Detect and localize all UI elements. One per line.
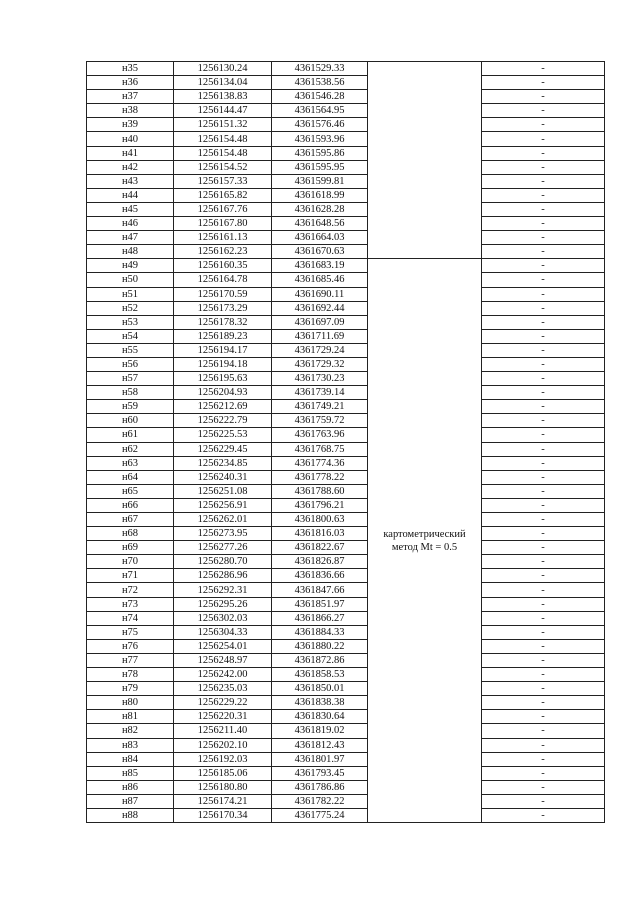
point-id-cell: н39	[87, 118, 174, 132]
coordinates-table-body	[87, 62, 605, 823]
x-coordinate-cell: 1256173.29	[174, 301, 272, 315]
note-cell: -	[482, 738, 605, 752]
point-id-cell: н49	[87, 259, 174, 273]
y-coordinate-cell: 4361739.14	[272, 386, 368, 400]
x-coordinate-cell: 1256134.04	[174, 76, 272, 90]
note-cell: -	[482, 329, 605, 343]
note-cell: -	[482, 513, 605, 527]
table-row	[87, 752, 605, 766]
y-coordinate-cell: 4361822.67	[272, 541, 368, 555]
table-row	[87, 245, 605, 259]
y-coordinate-cell: 4361786.86	[272, 780, 368, 794]
table-row	[87, 527, 605, 541]
point-id-cell: н44	[87, 188, 174, 202]
x-coordinate-cell: 1256234.85	[174, 456, 272, 470]
y-coordinate-cell: 4361685.46	[272, 273, 368, 287]
point-id-cell: н60	[87, 414, 174, 428]
y-coordinate-cell: 4361692.44	[272, 301, 368, 315]
point-id-cell: н83	[87, 738, 174, 752]
table-row	[87, 738, 605, 752]
table-row	[87, 639, 605, 653]
x-coordinate-cell: 1256225.53	[174, 428, 272, 442]
table-row	[87, 315, 605, 329]
point-id-cell: н63	[87, 456, 174, 470]
x-coordinate-cell: 1256254.01	[174, 639, 272, 653]
table-row	[87, 76, 605, 90]
table-row	[87, 428, 605, 442]
y-coordinate-cell: 4361872.86	[272, 653, 368, 667]
point-id-cell: н51	[87, 287, 174, 301]
note-cell: -	[482, 766, 605, 780]
x-coordinate-cell: 1256277.26	[174, 541, 272, 555]
x-coordinate-cell: 1256262.01	[174, 513, 272, 527]
x-coordinate-cell: 1256229.22	[174, 696, 272, 710]
point-id-cell: н67	[87, 513, 174, 527]
x-coordinate-cell: 1256302.03	[174, 611, 272, 625]
note-cell: -	[482, 527, 605, 541]
y-coordinate-cell: 4361729.24	[272, 343, 368, 357]
y-coordinate-cell: 4361546.28	[272, 90, 368, 104]
y-coordinate-cell: 4361711.69	[272, 329, 368, 343]
point-id-cell: н84	[87, 752, 174, 766]
method-text-line-1: картометрический	[383, 528, 466, 540]
x-coordinate-cell: 1256151.32	[174, 118, 272, 132]
point-id-cell: н77	[87, 653, 174, 667]
y-coordinate-cell: 4361851.97	[272, 597, 368, 611]
point-id-cell: н68	[87, 527, 174, 541]
table-row	[87, 372, 605, 386]
note-cell: -	[482, 400, 605, 414]
point-id-cell: н53	[87, 315, 174, 329]
y-coordinate-cell: 4361800.63	[272, 513, 368, 527]
x-coordinate-cell: 1256167.80	[174, 217, 272, 231]
table-row	[87, 470, 605, 484]
note-cell: -	[482, 555, 605, 569]
x-coordinate-cell: 1256185.06	[174, 766, 272, 780]
x-coordinate-cell: 1256211.40	[174, 724, 272, 738]
table-row	[87, 808, 605, 822]
note-cell: -	[482, 118, 605, 132]
table-row	[87, 569, 605, 583]
table-row	[87, 202, 605, 216]
table-row	[87, 456, 605, 470]
point-id-cell: н43	[87, 174, 174, 188]
y-coordinate-cell: 4361836.66	[272, 569, 368, 583]
note-cell: -	[482, 682, 605, 696]
x-coordinate-cell: 1256165.82	[174, 188, 272, 202]
x-coordinate-cell: 1256189.23	[174, 329, 272, 343]
method-cell-group-1	[368, 62, 482, 259]
y-coordinate-cell: 4361858.53	[272, 668, 368, 682]
x-coordinate-cell: 1256167.76	[174, 202, 272, 216]
x-coordinate-cell: 1256170.59	[174, 287, 272, 301]
x-coordinate-cell: 1256242.00	[174, 668, 272, 682]
y-coordinate-cell: 4361830.64	[272, 710, 368, 724]
note-cell: -	[482, 90, 605, 104]
method-cell-group-2	[368, 259, 482, 823]
y-coordinate-cell: 4361730.23	[272, 372, 368, 386]
y-coordinate-cell: 4361697.09	[272, 315, 368, 329]
table-row	[87, 597, 605, 611]
x-coordinate-cell: 1256144.47	[174, 104, 272, 118]
point-id-cell: н41	[87, 146, 174, 160]
x-coordinate-cell: 1256154.48	[174, 132, 272, 146]
table-row	[87, 484, 605, 498]
x-coordinate-cell: 1256220.31	[174, 710, 272, 724]
table-row	[87, 611, 605, 625]
note-cell: -	[482, 625, 605, 639]
note-cell: -	[482, 315, 605, 329]
note-cell: -	[482, 372, 605, 386]
x-coordinate-cell: 1256235.03	[174, 682, 272, 696]
point-id-cell: н37	[87, 90, 174, 104]
note-cell: -	[482, 386, 605, 400]
y-coordinate-cell: 4361529.33	[272, 62, 368, 76]
y-coordinate-cell: 4361759.72	[272, 414, 368, 428]
point-id-cell: н66	[87, 498, 174, 512]
y-coordinate-cell: 4361595.95	[272, 160, 368, 174]
point-id-cell: н82	[87, 724, 174, 738]
point-id-cell: н85	[87, 766, 174, 780]
table-row	[87, 555, 605, 569]
point-id-cell: н79	[87, 682, 174, 696]
x-coordinate-cell: 1256286.96	[174, 569, 272, 583]
note-cell: -	[482, 808, 605, 822]
table-row	[87, 414, 605, 428]
point-id-cell: н69	[87, 541, 174, 555]
note-cell: -	[482, 357, 605, 371]
table-row	[87, 513, 605, 527]
x-coordinate-cell: 1256295.26	[174, 597, 272, 611]
y-coordinate-cell: 4361847.66	[272, 583, 368, 597]
x-coordinate-cell: 1256162.23	[174, 245, 272, 259]
table-row	[87, 710, 605, 724]
point-id-cell: н46	[87, 217, 174, 231]
y-coordinate-cell: 4361866.27	[272, 611, 368, 625]
table-row	[87, 174, 605, 188]
y-coordinate-cell: 4361576.46	[272, 118, 368, 132]
note-cell: -	[482, 583, 605, 597]
y-coordinate-cell: 4361648.56	[272, 217, 368, 231]
point-id-cell: н48	[87, 245, 174, 259]
x-coordinate-cell: 1256170.34	[174, 808, 272, 822]
table-row	[87, 625, 605, 639]
x-coordinate-cell: 1256157.33	[174, 174, 272, 188]
table-row	[87, 90, 605, 104]
point-id-cell: н74	[87, 611, 174, 625]
point-id-cell: н36	[87, 76, 174, 90]
note-cell: -	[482, 132, 605, 146]
point-id-cell: н57	[87, 372, 174, 386]
note-cell: -	[482, 794, 605, 808]
x-coordinate-cell: 1256194.17	[174, 343, 272, 357]
y-coordinate-cell: 4361819.02	[272, 724, 368, 738]
table-row	[87, 146, 605, 160]
x-coordinate-cell: 1256154.52	[174, 160, 272, 174]
note-cell: -	[482, 202, 605, 216]
method-text-line-2: метод Mt = 0.5	[391, 541, 458, 553]
y-coordinate-cell: 4361683.19	[272, 259, 368, 273]
note-cell: -	[482, 696, 605, 710]
y-coordinate-cell: 4361670.63	[272, 245, 368, 259]
note-cell: -	[482, 160, 605, 174]
note-cell: -	[482, 639, 605, 653]
x-coordinate-cell: 1256256.91	[174, 498, 272, 512]
point-id-cell: н52	[87, 301, 174, 315]
point-id-cell: н50	[87, 273, 174, 287]
x-coordinate-cell: 1256251.08	[174, 484, 272, 498]
y-coordinate-cell: 4361564.95	[272, 104, 368, 118]
table-row	[87, 104, 605, 118]
point-id-cell: н71	[87, 569, 174, 583]
y-coordinate-cell: 4361729.32	[272, 357, 368, 371]
table-row	[87, 653, 605, 667]
note-cell: -	[482, 780, 605, 794]
y-coordinate-cell: 4361749.21	[272, 400, 368, 414]
x-coordinate-cell: 1256160.35	[174, 259, 272, 273]
point-id-cell: н45	[87, 202, 174, 216]
note-cell: -	[482, 174, 605, 188]
table-row	[87, 442, 605, 456]
table-row	[87, 217, 605, 231]
x-coordinate-cell: 1256161.13	[174, 231, 272, 245]
y-coordinate-cell: 4361793.45	[272, 766, 368, 780]
coordinates-table	[86, 61, 605, 823]
y-coordinate-cell: 4361812.43	[272, 738, 368, 752]
note-cell: -	[482, 569, 605, 583]
y-coordinate-cell: 4361593.96	[272, 132, 368, 146]
y-coordinate-cell: 4361763.96	[272, 428, 368, 442]
y-coordinate-cell: 4361801.97	[272, 752, 368, 766]
note-cell: -	[482, 76, 605, 90]
note-cell: -	[482, 104, 605, 118]
y-coordinate-cell: 4361774.36	[272, 456, 368, 470]
x-coordinate-cell: 1256164.78	[174, 273, 272, 287]
y-coordinate-cell: 4361628.28	[272, 202, 368, 216]
y-coordinate-cell: 4361595.86	[272, 146, 368, 160]
note-cell: -	[482, 541, 605, 555]
x-coordinate-cell: 1256204.93	[174, 386, 272, 400]
point-id-cell: н86	[87, 780, 174, 794]
note-cell: -	[482, 484, 605, 498]
point-id-cell: н80	[87, 696, 174, 710]
x-coordinate-cell: 1256178.32	[174, 315, 272, 329]
table-row	[87, 696, 605, 710]
point-id-cell: н65	[87, 484, 174, 498]
point-id-cell: н62	[87, 442, 174, 456]
x-coordinate-cell: 1256222.79	[174, 414, 272, 428]
table-row	[87, 118, 605, 132]
table-row	[87, 357, 605, 371]
note-cell: -	[482, 470, 605, 484]
note-cell: -	[482, 611, 605, 625]
note-cell: -	[482, 414, 605, 428]
note-cell: -	[482, 498, 605, 512]
x-coordinate-cell: 1256229.45	[174, 442, 272, 456]
table-row	[87, 780, 605, 794]
x-coordinate-cell: 1256280.70	[174, 555, 272, 569]
table-row	[87, 682, 605, 696]
note-cell: -	[482, 442, 605, 456]
note-cell: -	[482, 597, 605, 611]
y-coordinate-cell: 4361778.22	[272, 470, 368, 484]
point-id-cell: н81	[87, 710, 174, 724]
y-coordinate-cell: 4361768.75	[272, 442, 368, 456]
y-coordinate-cell: 4361788.60	[272, 484, 368, 498]
point-id-cell: н40	[87, 132, 174, 146]
table-row	[87, 766, 605, 780]
y-coordinate-cell: 4361599.81	[272, 174, 368, 188]
x-coordinate-cell: 1256154.48	[174, 146, 272, 160]
point-id-cell: н47	[87, 231, 174, 245]
coordinates-table-container	[86, 61, 604, 823]
point-id-cell: н55	[87, 343, 174, 357]
note-cell: -	[482, 146, 605, 160]
point-id-cell: н54	[87, 329, 174, 343]
x-coordinate-cell: 1256212.69	[174, 400, 272, 414]
point-id-cell: н58	[87, 386, 174, 400]
note-cell: -	[482, 217, 605, 231]
table-row	[87, 400, 605, 414]
table-row	[87, 132, 605, 146]
y-coordinate-cell: 4361884.33	[272, 625, 368, 639]
x-coordinate-cell: 1256273.95	[174, 527, 272, 541]
note-cell: -	[482, 710, 605, 724]
y-coordinate-cell: 4361838.38	[272, 696, 368, 710]
note-cell: -	[482, 231, 605, 245]
point-id-cell: н56	[87, 357, 174, 371]
note-cell: -	[482, 259, 605, 273]
table-row	[87, 794, 605, 808]
table-row	[87, 160, 605, 174]
y-coordinate-cell: 4361782.22	[272, 794, 368, 808]
point-id-cell: н73	[87, 597, 174, 611]
table-row	[87, 259, 605, 273]
table-row	[87, 287, 605, 301]
table-row	[87, 301, 605, 315]
x-coordinate-cell: 1256248.97	[174, 653, 272, 667]
table-row	[87, 724, 605, 738]
y-coordinate-cell: 4361664.03	[272, 231, 368, 245]
table-row	[87, 583, 605, 597]
point-id-cell: н42	[87, 160, 174, 174]
y-coordinate-cell: 4361796.21	[272, 498, 368, 512]
y-coordinate-cell: 4361850.01	[272, 682, 368, 696]
point-id-cell: н59	[87, 400, 174, 414]
y-coordinate-cell: 4361826.87	[272, 555, 368, 569]
note-cell: -	[482, 343, 605, 357]
x-coordinate-cell: 1256292.31	[174, 583, 272, 597]
x-coordinate-cell: 1256174.21	[174, 794, 272, 808]
point-id-cell: н88	[87, 808, 174, 822]
note-cell: -	[482, 428, 605, 442]
x-coordinate-cell: 1256194.18	[174, 357, 272, 371]
x-coordinate-cell: 1256138.83	[174, 90, 272, 104]
x-coordinate-cell: 1256192.03	[174, 752, 272, 766]
table-row	[87, 498, 605, 512]
x-coordinate-cell: 1256202.10	[174, 738, 272, 752]
note-cell: -	[482, 653, 605, 667]
y-coordinate-cell: 4361690.11	[272, 287, 368, 301]
y-coordinate-cell: 4361775.24	[272, 808, 368, 822]
point-id-cell: н35	[87, 62, 174, 76]
table-row	[87, 188, 605, 202]
point-id-cell: н70	[87, 555, 174, 569]
note-cell: -	[482, 301, 605, 315]
x-coordinate-cell: 1256304.33	[174, 625, 272, 639]
y-coordinate-cell: 4361618.99	[272, 188, 368, 202]
note-cell: -	[482, 668, 605, 682]
point-id-cell: н78	[87, 668, 174, 682]
x-coordinate-cell: 1256180.80	[174, 780, 272, 794]
y-coordinate-cell: 4361538.56	[272, 76, 368, 90]
point-id-cell: н38	[87, 104, 174, 118]
note-cell: -	[482, 752, 605, 766]
x-coordinate-cell: 1256130.24	[174, 62, 272, 76]
y-coordinate-cell: 4361816.03	[272, 527, 368, 541]
note-cell: -	[482, 456, 605, 470]
point-id-cell: н76	[87, 639, 174, 653]
note-cell: -	[482, 273, 605, 287]
x-coordinate-cell: 1256240.31	[174, 470, 272, 484]
note-cell: -	[482, 62, 605, 76]
point-id-cell: н61	[87, 428, 174, 442]
table-row	[87, 231, 605, 245]
table-row	[87, 343, 605, 357]
table-row	[87, 668, 605, 682]
table-row	[87, 541, 605, 555]
note-cell: -	[482, 245, 605, 259]
note-cell: -	[482, 724, 605, 738]
table-row	[87, 329, 605, 343]
note-cell: -	[482, 188, 605, 202]
point-id-cell: н64	[87, 470, 174, 484]
table-row	[87, 62, 605, 76]
x-coordinate-cell: 1256195.63	[174, 372, 272, 386]
point-id-cell: н75	[87, 625, 174, 639]
point-id-cell: н72	[87, 583, 174, 597]
point-id-cell: н87	[87, 794, 174, 808]
y-coordinate-cell: 4361880.22	[272, 639, 368, 653]
table-row	[87, 273, 605, 287]
table-row	[87, 386, 605, 400]
note-cell: -	[482, 287, 605, 301]
